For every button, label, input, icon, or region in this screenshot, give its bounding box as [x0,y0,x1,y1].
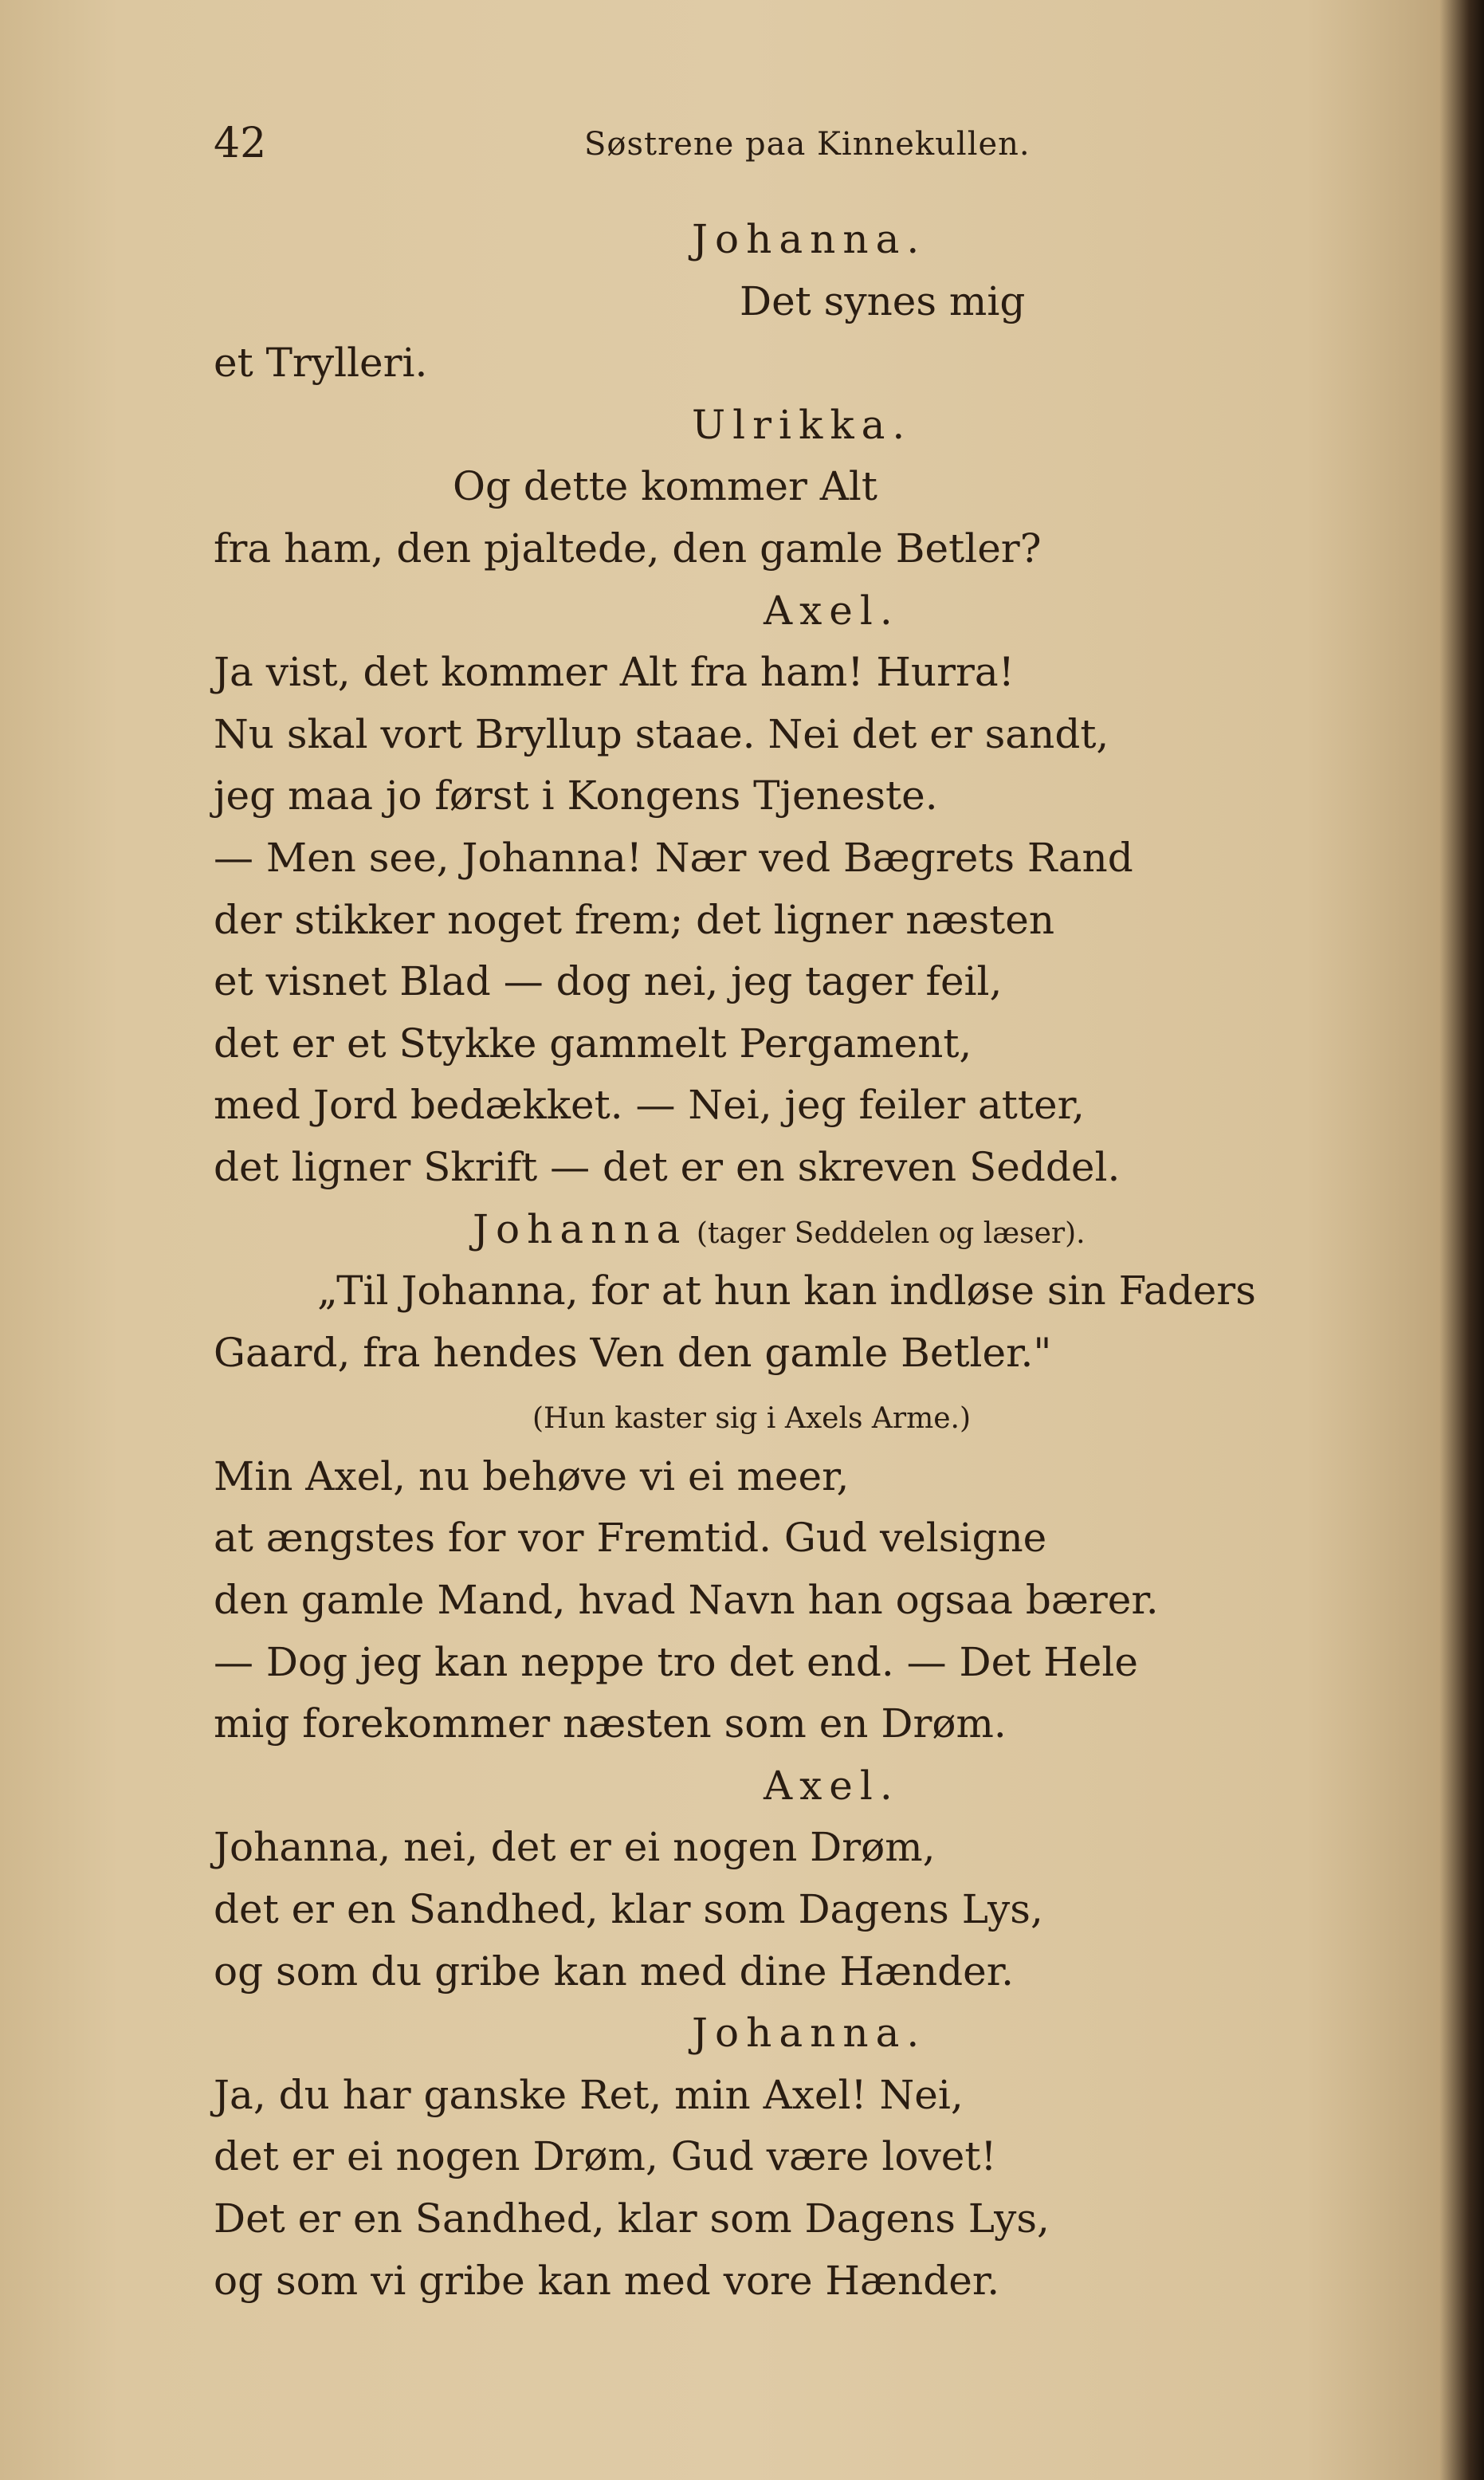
speaker-label: Johanna. [692,216,927,262]
verse-line: et visnet Blad — dog nei, jeg tager feil, [214,958,1003,1005]
verse-line: med Jord bedækket. — Nei, jeg feiler atter, [214,1082,1085,1129]
stage-direction [214,1384,1409,1446]
verse-line: — Dog jeg kan neppe tro det end. — Det Hele [214,1638,1138,1685]
verse-line: det er et Stykke gammelt Pergament, [214,1020,972,1067]
speaker-name [214,1755,1409,1818]
verse-line: der stikker noget frem; det ligner næsten [214,896,1055,943]
speaker-label: Ulrikka. [692,401,913,448]
speaker-name [214,580,1409,643]
verse-line: fra ham, den pjaltede, den gamle Betler? [214,525,1042,572]
verse-line: og som vi gribe kan med vore Hænder. [214,2257,1000,2304]
play-text [214,209,1409,2312]
verse-line: Det er en Sandhed, klar som Dagens Lys, [214,2195,1050,2242]
verse-line: et Trylleri. [214,340,428,387]
speaker-name [214,395,1409,457]
speaker-label: Johanna. [692,2010,927,2057]
verse-line: — Men see, Johanna! Nær ved Bægrets Rand [214,834,1133,881]
speaker-label: Axel. [764,1762,900,1809]
verse-line: at ængstes for vor Fremtid. Gud velsigne [214,1515,1047,1562]
verse-line: Ja vist, det kommer Alt fra ham! Hurra! [214,649,1015,696]
verse-line: mig forekommer næsten som en Drøm. [214,1700,1007,1747]
stage-direction: (tager Seddelen og læser). [687,1216,1086,1250]
verse-line: Min Axel, nu behøve vi ei meer, [214,1452,850,1499]
running-title: Søstrene paa Kinnekullen. [584,126,1031,163]
verse-line: Gaard, fra hendes Ven den gamle Betler." [214,1329,1052,1376]
speaker-label: Johanna [473,1205,688,1252]
speaker-label: Axel. [764,587,900,634]
verse-line: Johanna, nei, det er ei nogen Drøm, [214,1824,936,1871]
page-header [214,120,1329,175]
verse-line: det er ei nogen Drøm, Gud være lovet! [214,2133,997,2180]
verse-line: jeg maa jo først i Kongens Tjeneste. [214,772,938,819]
verse-line: „Til Johanna, for at hun kan indløse sin Faders [317,1268,1256,1315]
verse-line: det er en Sandhed, klar som Dagens Lys, [214,1886,1043,1933]
verse-line: Og dette kommer Alt [453,463,877,510]
verse-line: Ja, du har ganske Ret, min Axel! Nei, [214,2071,964,2118]
speaker-name [214,209,1409,271]
page-number: 42 [214,120,267,167]
verse-line: det ligner Skrift — det er en skreven Seddel. [214,1143,1121,1190]
verse-line: og som du gribe kan med dine Hænder. [214,1947,1015,1995]
stage-direction-text: (Hun kaster sig i Axels Arme.) [532,1402,972,1436]
speaker-name [214,2002,1409,2065]
verse-line: den gamle Mand, hvad Navn han ogsaa bærer. [214,1577,1159,1624]
verse-line: Det synes mig [740,277,1026,324]
verse-line: Nu skal vort Bryllup staae. Nei det er sandt, [214,710,1109,757]
speaker-with-stage-direction [214,1199,1409,1261]
